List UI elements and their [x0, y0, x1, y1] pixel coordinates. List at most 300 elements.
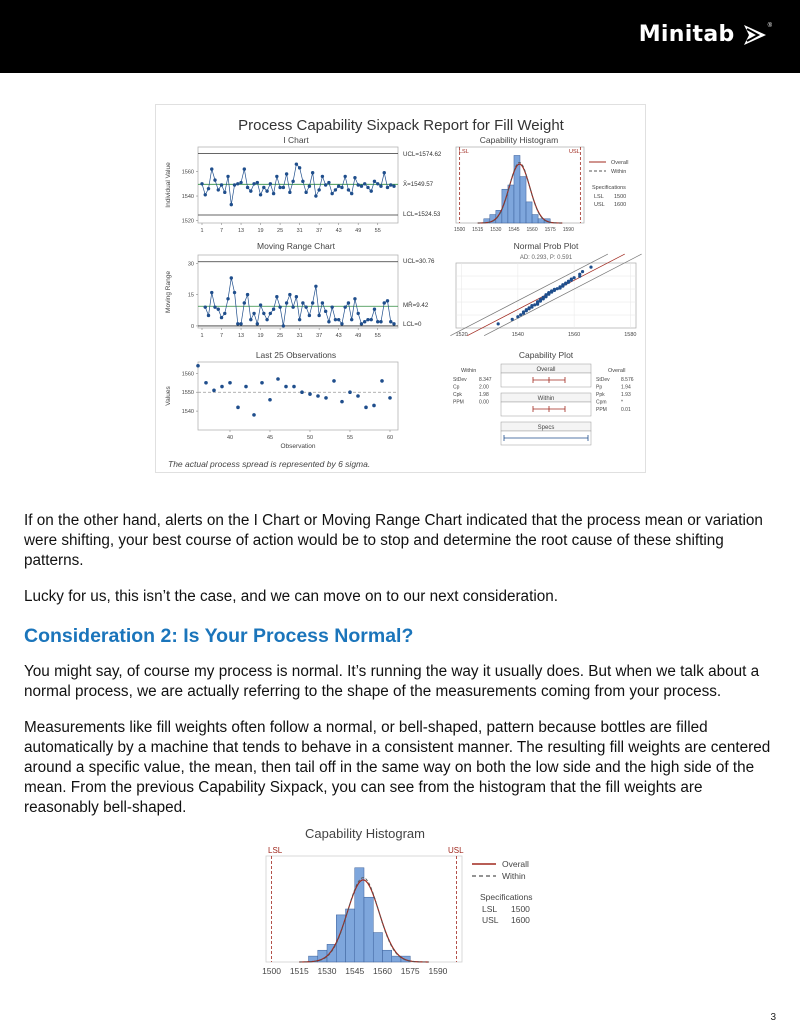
mrchart-point — [353, 297, 356, 300]
hist2-lsl-value: 1500 — [511, 904, 530, 914]
ichart-point — [230, 203, 233, 206]
ichart-point — [288, 191, 291, 194]
mrchart-point — [340, 322, 343, 325]
mrchart-point — [370, 318, 373, 321]
mrchart-point — [337, 318, 340, 321]
ichart-point — [275, 175, 278, 178]
ichart-point — [272, 192, 275, 195]
last25-point — [324, 396, 328, 400]
last25-point — [356, 394, 360, 398]
probplot-xtick-label: 1520 — [455, 332, 468, 338]
ichart-point — [383, 171, 386, 174]
mrchart-point — [230, 276, 233, 279]
mrchart-point — [249, 318, 252, 321]
capability-sixpack-report — [155, 104, 646, 473]
ichart-yticks — [182, 170, 198, 225]
ichart-point — [236, 182, 239, 185]
mrchart-point — [207, 314, 210, 317]
last25-xtick-label: 55 — [346, 435, 354, 441]
probplot-point — [567, 280, 570, 283]
hist-title: Capability Histogram — [479, 135, 559, 145]
ichart-point — [220, 183, 223, 186]
mrchart-point — [262, 312, 265, 315]
ichart-frame — [198, 147, 398, 223]
probplot-point — [558, 285, 561, 288]
capplot-rows — [501, 364, 591, 445]
paragraph-alerts: If on the other hand, alerts on the I Chart or Moving Range Chart indicated that the process mean or variation were shifting, your best course of action would be to stop and determine the root cause of these shifting patterns. — [24, 512, 763, 569]
mrchart-yticks — [188, 261, 198, 330]
ichart-point — [324, 183, 327, 186]
ichart-point — [223, 191, 226, 194]
legend-usl-value: 1600 — [614, 202, 627, 208]
mrchart-point — [392, 322, 395, 325]
last25-point — [228, 381, 232, 385]
mrchart-point — [236, 322, 239, 325]
ichart-point — [373, 180, 376, 183]
capplot-overall-stat-value: 1.94 — [621, 384, 631, 391]
mrchart-point — [327, 320, 330, 323]
ichart-xtick-label: 37 — [316, 228, 323, 234]
mrchart-point — [311, 301, 314, 304]
ichart-point — [200, 182, 203, 185]
capplot-row-label: Within — [537, 396, 555, 402]
hist2-title: Capability Histogram — [305, 826, 425, 841]
ichart-point — [321, 175, 324, 178]
hist2-bar — [382, 950, 391, 962]
mrchart-point — [259, 303, 262, 306]
ichart-point — [246, 186, 249, 189]
ichart-point — [207, 187, 210, 190]
ichart-ytick-label: 1540 — [181, 194, 194, 201]
last25-point — [212, 389, 216, 393]
ichart-point — [252, 182, 255, 185]
ichart-point — [334, 188, 337, 191]
ichart-xtick-label: 1 — [200, 228, 204, 234]
hist2-bar — [373, 933, 382, 962]
probplot-point — [528, 306, 531, 309]
ichart-point — [389, 183, 392, 186]
section-heading: Consideration 2: Is Your Process Normal? — [24, 625, 414, 647]
hist-xtick-label: 1515 — [472, 227, 484, 233]
probplot-point — [522, 310, 525, 313]
mrchart-point — [321, 301, 324, 304]
hist2-usl-value: 1600 — [511, 915, 530, 925]
mrchart-xtick-label: 43 — [335, 333, 342, 339]
probplot-stats: AD: 0.293, P: 0.591 — [519, 255, 573, 261]
mrchart-ytick-label: 15 — [187, 292, 194, 299]
ichart-point — [392, 185, 395, 188]
probplot-point — [561, 283, 564, 286]
last25-point — [268, 398, 272, 402]
ichart-point — [311, 171, 314, 174]
minitab-arrow-icon — [743, 23, 767, 47]
ichart-point — [213, 178, 216, 181]
mrchart-point — [350, 318, 353, 321]
last25-point — [332, 379, 336, 383]
ichart-point — [217, 188, 220, 191]
probplot-title: Normal Prob Plot — [513, 241, 579, 251]
ichart-point — [370, 189, 373, 192]
last25-point — [308, 392, 312, 396]
ichart-point — [379, 185, 382, 188]
hist-xtick-label: 1590 — [562, 227, 574, 233]
ichart-point — [269, 182, 272, 185]
ichart-point — [204, 193, 207, 196]
probplot-point — [533, 303, 536, 306]
hist2-specs-title: Specifications — [480, 892, 533, 902]
mrchart-xtick-label: 25 — [277, 333, 284, 339]
mrchart-xtick-label: 19 — [257, 333, 264, 339]
mrchart-point — [265, 318, 268, 321]
probplot-point — [573, 276, 576, 279]
legend-overall-label: Overall — [611, 160, 629, 166]
ichart-point — [366, 186, 369, 189]
capplot-row-label: Overall — [536, 367, 556, 373]
last25-point — [340, 400, 344, 404]
ichart-xtick-label: 25 — [277, 228, 284, 234]
hist-xtick-label: 1560 — [526, 227, 538, 233]
capplot-within-stat-name: PPM — [453, 399, 464, 406]
capplot-overall-head: Overall — [608, 368, 626, 374]
mrchart-point — [366, 318, 369, 321]
ichart-point — [239, 181, 242, 184]
probplot-xtick-label: 1560 — [568, 332, 581, 338]
last25-xtick-label: 50 — [306, 435, 314, 441]
legend-lsl-value: 1500 — [614, 194, 627, 200]
paragraph-measurements: Measurements like fill weights often follow a normal, or bell-shaped, pattern because bottles are filled automatically by a machine that tends to behave in a consistent manner. The resulting fill weights are centered around a specific value, the mean, then tail off in the same way on both the low side and the high side of the mean. From the previous Capability Sixpack, you can see from the histogram that the fill weights are reasonably bell-shaped. — [24, 719, 771, 816]
probplot-point — [544, 293, 547, 296]
ichart-point — [317, 188, 320, 191]
capplot-title: Capability Plot — [518, 350, 574, 360]
ichart-xtick-label: 43 — [335, 228, 342, 234]
mrchart-xtick-label: 37 — [316, 333, 323, 339]
ichart-point — [226, 175, 229, 178]
mrchart-point — [301, 301, 304, 304]
mrchart-lcl-label: LCL=0 — [403, 321, 422, 328]
mrchart-point — [282, 324, 285, 327]
mrchart-point — [360, 322, 363, 325]
ichart-point — [301, 180, 304, 183]
capplot-overall-stat-value: 0.01 — [621, 407, 631, 413]
ichart-xtick-label: 55 — [374, 228, 381, 234]
mrchart-point — [373, 308, 376, 311]
hist-bar — [508, 185, 514, 223]
ichart-point — [330, 192, 333, 195]
last25-frame — [198, 362, 398, 430]
ichart-point — [256, 181, 259, 184]
mrchart-ylabel: Moving Range — [165, 271, 172, 313]
last25-xlabel: Observation — [280, 443, 316, 450]
hist2-xtick-label: 1590 — [428, 966, 448, 976]
mrchart-frame — [198, 255, 398, 328]
ichart-point — [298, 166, 301, 169]
mrchart-xticks — [200, 328, 380, 339]
ichart-point — [308, 185, 311, 188]
ichart-point — [350, 192, 353, 195]
hist2-xtick-label: 1560 — [373, 966, 392, 976]
probplot-xtick-label: 1540 — [511, 332, 524, 338]
mrchart-xtick-label: 1 — [200, 333, 204, 339]
probplot-point — [511, 318, 514, 321]
mrchart-point — [210, 291, 213, 294]
ichart-point — [262, 186, 265, 189]
hist-usl-label: USL — [569, 149, 580, 155]
mrchart-xtick-label: 7 — [219, 333, 224, 339]
mrchart-point — [343, 305, 346, 308]
capplot-within-stat-name: Cpk — [453, 392, 462, 398]
hist2-xtick-label: 1500 — [262, 966, 282, 976]
last25-xtick-label: 60 — [386, 435, 394, 441]
ichart-point — [357, 183, 360, 186]
mrchart-xtick-label: 31 — [296, 333, 303, 339]
report-footnote: The actual process spread is represented by 6 sigma. — [168, 459, 371, 469]
capplot-row-label: Specs — [537, 425, 555, 431]
mrchart-point — [243, 301, 246, 304]
paragraph-normal: You might say, of course my process is normal. It’s running the way it usually does. But when we talk about a normal process, we are actually referring to the shape of the measurements coming from your process. — [24, 663, 760, 700]
probplot-point — [519, 313, 522, 316]
capplot-within-stat-value: 8.347 — [479, 377, 492, 383]
ichart-center-label: X̄=1549.57 — [403, 181, 434, 188]
mrchart-point — [272, 308, 275, 311]
mrchart-point — [308, 314, 311, 317]
ichart-point — [259, 193, 262, 196]
ichart-point — [386, 186, 389, 189]
hist2-bar — [364, 897, 373, 962]
mrchart-point — [246, 293, 249, 296]
last25-point — [380, 379, 384, 383]
last25-point — [364, 406, 368, 410]
ichart-point — [360, 185, 363, 188]
capplot-overall-stat-name: Pp — [596, 384, 603, 391]
sixpack-canvas — [156, 105, 645, 472]
mrchart-point — [239, 322, 242, 325]
ichart-point — [337, 185, 340, 188]
hist-bar — [526, 202, 532, 223]
mrchart-point — [317, 314, 320, 317]
ichart-point — [291, 180, 294, 183]
mrchart-point — [363, 320, 366, 323]
last25-yticks — [182, 371, 198, 415]
hist-bar — [520, 177, 526, 223]
hist-xtick-label: 1575 — [544, 227, 556, 233]
mrchart-ucl-label: UCL=30.76 — [403, 258, 435, 265]
page-number: 3 — [770, 1012, 776, 1023]
mrchart-point — [220, 316, 223, 319]
ichart-ylabel: Individual Value — [165, 162, 172, 208]
hist2-xtick-label: 1545 — [345, 966, 365, 976]
mrchart-point — [330, 305, 333, 308]
probplot-point — [530, 304, 533, 307]
capplot-within-stat-value: 1.98 — [479, 392, 489, 398]
capplot-overall-stat-value: 1.93 — [621, 392, 631, 398]
hist2-lsl: LSL — [482, 904, 498, 914]
last25-point — [196, 364, 200, 368]
mrchart-point — [217, 308, 220, 311]
probplot-point — [570, 277, 573, 280]
hist-xtick-label: 1530 — [490, 227, 502, 233]
last25-point — [372, 404, 376, 408]
last25-point — [220, 385, 224, 389]
mrchart-point — [278, 305, 281, 308]
ichart-xtick-label: 31 — [296, 228, 303, 234]
hist2-usl-label: USL — [448, 846, 464, 855]
ichart-xticks — [200, 223, 380, 234]
ichart-point — [243, 167, 246, 170]
last25-point — [300, 390, 304, 394]
capability-histogram-figure — [258, 822, 548, 982]
probplot-point — [542, 296, 545, 299]
minitab-logo[interactable]: Minitab ® — [638, 22, 772, 47]
last25-ytick-label: 1560 — [181, 371, 194, 378]
ichart-xtick-label: 19 — [257, 228, 264, 234]
ichart-point — [314, 194, 317, 197]
last25-ytick-label: 1540 — [181, 409, 194, 416]
mrchart-xtick-label: 49 — [355, 333, 362, 339]
header-bar — [0, 0, 800, 73]
probplot-point — [550, 289, 553, 292]
probplot-point — [581, 270, 584, 273]
mrchart-point — [314, 285, 317, 288]
probplot-point — [536, 300, 539, 303]
mrchart-point — [213, 305, 216, 308]
ichart-xtick-label: 49 — [355, 228, 362, 234]
legend-within-label: Within — [611, 169, 627, 175]
ichart-point — [340, 186, 343, 189]
hist-lsl-label: LSL — [459, 149, 469, 155]
hist-xtick-label: 1545 — [508, 227, 520, 233]
mrchart-xtick-label: 13 — [237, 333, 245, 339]
capplot-overall-stat-name: Ppk — [596, 392, 605, 398]
legend-specs-title: Specifications — [592, 185, 626, 191]
mrchart-point — [304, 305, 307, 308]
brand-name: Minitab — [638, 22, 735, 47]
mrchart-point — [357, 312, 360, 315]
mrchart-point — [376, 320, 379, 323]
capability-histogram-canvas — [258, 822, 548, 982]
last25-point — [316, 394, 320, 398]
ichart-point — [278, 186, 281, 189]
last25-point — [388, 396, 392, 400]
mrchart-point — [269, 312, 272, 315]
ichart-ytick-label: 1560 — [181, 169, 194, 176]
mrchart-center-label: MR̄=9.42 — [403, 302, 429, 309]
probplot-point — [539, 298, 542, 301]
ichart-lcl-label: LCL=1524.53 — [403, 211, 441, 218]
hist2-xtick-label: 1515 — [289, 966, 309, 976]
mrchart-point — [298, 318, 301, 321]
capplot-within-stat-name: StDev — [453, 377, 467, 383]
ichart-point — [249, 189, 252, 192]
capplot-within-stats — [453, 377, 492, 406]
hist2-legend-overall: Overall — [502, 859, 529, 869]
probplot-point — [553, 288, 556, 291]
probplot-xtick-label: 1580 — [624, 332, 637, 338]
probplot-point — [525, 308, 528, 311]
mrchart-point — [383, 301, 386, 304]
ichart-title: I Chart — [283, 135, 309, 145]
ichart-xtick-label: 7 — [219, 228, 224, 234]
ichart-point — [347, 188, 350, 191]
ichart-point — [285, 172, 288, 175]
probplot-point — [516, 315, 519, 318]
ichart-point — [304, 191, 307, 194]
ichart-point — [376, 182, 379, 185]
hist2-usl: USL — [482, 915, 499, 925]
ichart-point — [210, 167, 213, 170]
last25-point — [204, 381, 208, 385]
last25-point — [236, 406, 240, 410]
mrchart-point — [233, 291, 236, 294]
mrchart-point — [389, 320, 392, 323]
hist2-xtick-label: 1530 — [317, 966, 337, 976]
mrchart-point — [285, 301, 288, 304]
mrchart-point — [291, 305, 294, 308]
ichart-ytick-label: 1520 — [181, 218, 194, 225]
mrchart-point — [324, 310, 327, 313]
mrchart-point — [226, 297, 229, 300]
probplot-point — [564, 281, 567, 284]
hist-bar — [532, 215, 538, 223]
ichart-point — [282, 186, 285, 189]
probplot-point — [589, 266, 592, 269]
probplot-point — [556, 287, 559, 290]
capplot-within-stat-value: 2.00 — [479, 384, 489, 391]
mrchart-point — [295, 295, 298, 298]
last25-title: Last 25 Observations — [255, 350, 337, 360]
last25-ylabel: Values — [165, 386, 172, 406]
capplot-overall-stat-name: StDev — [596, 377, 610, 383]
mrchart-point — [256, 322, 259, 325]
hist-xtick-label: 1500 — [454, 227, 466, 233]
probplot-point — [578, 273, 581, 276]
ichart-ucl-label: UCL=1574.62 — [403, 151, 442, 158]
last25-ytick-label: 1550 — [181, 390, 194, 397]
last25-xticks — [227, 430, 393, 441]
last25-point — [252, 413, 256, 417]
last25-point — [244, 385, 248, 389]
mrchart-point — [275, 295, 278, 298]
legend-lsl: LSL — [594, 194, 604, 200]
capplot-within-stat-name: Cp — [453, 384, 460, 391]
ichart-point — [353, 176, 356, 179]
capplot-overall-stat-value: 8.576 — [621, 377, 634, 383]
hist2-legend-within: Within — [502, 871, 526, 881]
ichart-xtick-label: 13 — [237, 228, 245, 234]
capplot-within-head: Within — [461, 368, 477, 374]
ichart-point — [295, 162, 298, 165]
legend-usl: USL — [594, 202, 605, 208]
mrchart-point — [386, 299, 389, 302]
mrchart-ytick-label: 30 — [187, 261, 194, 268]
mrchart-ytick-label: 0 — [190, 323, 194, 330]
last25-xtick-label: 40 — [226, 435, 234, 441]
capplot-overall-stats — [596, 377, 634, 413]
mrchart-title: Moving Range Chart — [257, 241, 335, 251]
mrchart-point — [334, 318, 337, 321]
last25-point — [284, 385, 288, 389]
ichart-point — [327, 181, 330, 184]
last25-point — [292, 385, 296, 389]
ichart-point — [265, 189, 268, 192]
capplot-overall-stat-name: Cpm — [596, 399, 607, 406]
hist2-xtick-label: 1575 — [400, 966, 420, 976]
last25-xtick-label: 45 — [266, 435, 274, 441]
hist2-lsl-label: LSL — [268, 846, 283, 855]
report-title: Process Capability Sixpack Report for Fill Weight — [238, 117, 564, 134]
last25-point — [276, 377, 280, 381]
probplot-point — [497, 322, 500, 325]
probplot-point — [547, 291, 550, 294]
